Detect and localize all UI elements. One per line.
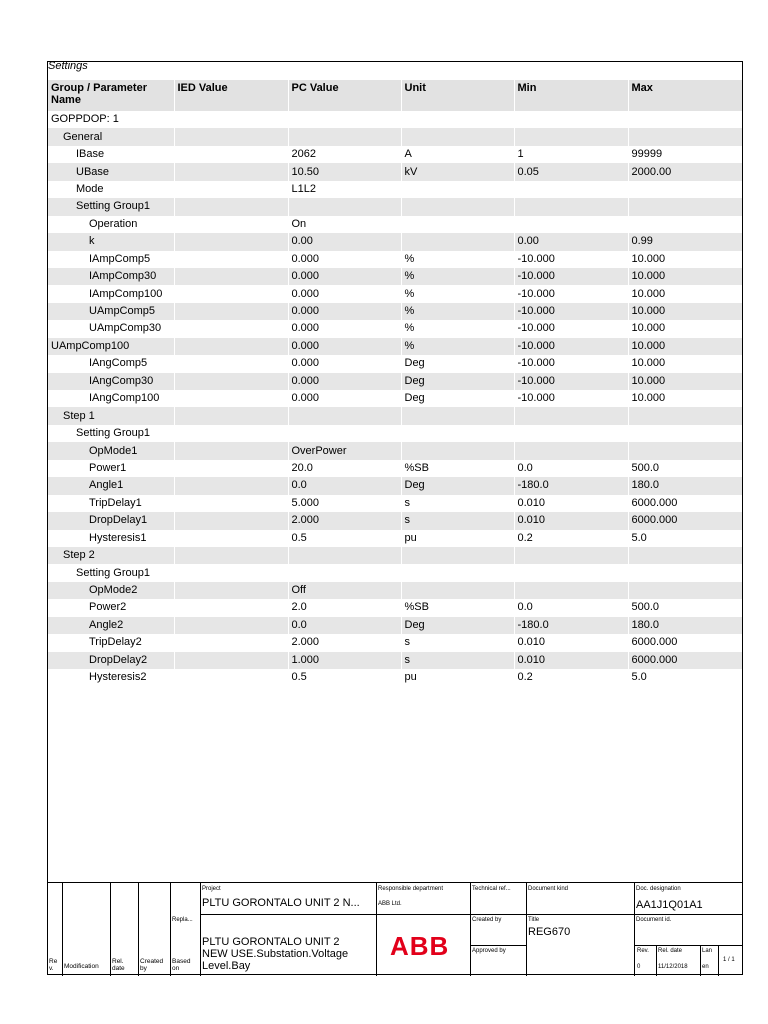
table-cell-pc: 0.000 bbox=[288, 320, 401, 337]
table-cell-parameter: OpMode1 bbox=[48, 442, 174, 459]
table-cell-min: 0.00 bbox=[514, 233, 628, 250]
table-cell-ied bbox=[174, 460, 288, 477]
document-id-label: Document id. bbox=[636, 917, 672, 923]
table-row bbox=[48, 320, 742, 337]
table-row bbox=[48, 477, 742, 494]
table-cell-ied bbox=[174, 268, 288, 285]
table-cell-parameter: UAmpComp100 bbox=[48, 338, 174, 355]
table-cell-parameter: TripDelay1 bbox=[89, 496, 142, 509]
table-cell-unit: % bbox=[401, 303, 514, 320]
table-cell-max: 180.0 bbox=[628, 617, 742, 634]
table-cell-parameter: UAmpComp5 bbox=[48, 303, 174, 320]
table-cell-ied bbox=[174, 373, 288, 390]
table-cell-unit: Deg bbox=[401, 477, 514, 494]
table-cell-unit bbox=[401, 407, 514, 424]
table-row bbox=[48, 338, 742, 355]
table-cell-min: 0.0 bbox=[514, 599, 628, 616]
table-cell-pc: 2062 bbox=[288, 146, 401, 163]
table-cell-parameter: Power2 bbox=[89, 601, 127, 614]
table-cell-pc: L1L2 bbox=[288, 181, 401, 198]
table-cell-pc bbox=[288, 111, 401, 128]
table-cell-unit bbox=[401, 128, 514, 145]
table-cell-ied bbox=[174, 442, 288, 459]
table-cell-ied bbox=[174, 547, 288, 564]
table-cell-ied bbox=[174, 338, 288, 355]
table-cell-parameter: IAngComp5 bbox=[89, 357, 148, 370]
table-cell-unit: Deg bbox=[401, 617, 514, 634]
table-cell-unit: % bbox=[401, 251, 514, 268]
table-cell-pc: OverPower bbox=[288, 442, 401, 459]
table-cell-parameter: OpMode2 bbox=[48, 582, 174, 599]
table-cell-parameter: IAmpComp30 bbox=[48, 268, 174, 285]
table-row bbox=[48, 442, 742, 459]
table-cell-parameter: IAmpComp100 bbox=[89, 287, 163, 300]
title-block bbox=[48, 882, 742, 975]
table-row bbox=[48, 181, 742, 198]
header-group-parameter: Group / Parameter Name bbox=[48, 80, 174, 111]
table-cell-parameter: Step 2 bbox=[48, 547, 174, 564]
table-cell-min: 0.2 bbox=[514, 530, 628, 547]
table-cell-parameter: GOPPDOP: 1 bbox=[51, 113, 119, 126]
table-cell-min bbox=[514, 547, 628, 564]
table-cell-ied bbox=[174, 233, 288, 250]
table-row bbox=[48, 407, 742, 424]
table-cell-min: 0.010 bbox=[514, 652, 628, 669]
abb-logo: ABB bbox=[390, 931, 450, 961]
doc-designation-value: AA1J1Q01A1 bbox=[636, 899, 703, 911]
table-cell-unit: % bbox=[401, 320, 514, 337]
table-cell-unit: %SB bbox=[401, 460, 514, 477]
table-cell-max: 6000.000 bbox=[628, 512, 742, 529]
table-cell-min bbox=[514, 111, 628, 128]
table-row bbox=[48, 251, 742, 268]
table-cell-unit: s bbox=[401, 652, 514, 669]
title-value: REG670 bbox=[528, 926, 571, 938]
table-cell-max bbox=[628, 582, 742, 599]
table-row bbox=[48, 111, 742, 128]
table-row bbox=[48, 216, 742, 233]
table-cell-ied bbox=[174, 251, 288, 268]
based-on-label: Based on bbox=[172, 958, 191, 972]
table-cell-unit bbox=[401, 181, 514, 198]
table-cell-parameter: Setting Group1 bbox=[48, 198, 174, 215]
table-cell-unit: s bbox=[401, 495, 514, 512]
table-cell-parameter: IAngComp100 bbox=[89, 392, 160, 405]
table-cell-min: 0.010 bbox=[514, 634, 628, 651]
table-row bbox=[48, 669, 742, 686]
table-cell-unit: kV bbox=[401, 163, 514, 180]
replaces-label: Repla... bbox=[172, 917, 193, 923]
header-pc-value: PC Value bbox=[288, 80, 401, 111]
table-cell-parameter: UBase bbox=[48, 163, 174, 180]
language-value: en bbox=[702, 964, 709, 970]
table-cell-max bbox=[628, 442, 742, 459]
table-cell-unit: %SB bbox=[401, 599, 514, 616]
table-cell-max: 10.000 bbox=[628, 320, 742, 337]
table-cell-max bbox=[628, 547, 742, 564]
table-cell-pc: 2.000 bbox=[288, 512, 401, 529]
table-cell-unit bbox=[401, 582, 514, 599]
description-line-3: Level.Bay bbox=[202, 960, 251, 972]
table-cell-pc: On bbox=[288, 216, 401, 233]
table-cell-pc: 0.000 bbox=[288, 285, 401, 302]
header-unit: Unit bbox=[401, 80, 514, 111]
description-line-2: NEW USE.Substation.Voltage bbox=[202, 948, 349, 960]
table-cell-ied bbox=[174, 355, 288, 372]
table-cell-min: 1 bbox=[514, 146, 628, 163]
table-cell-parameter: IAngComp30 bbox=[48, 373, 174, 390]
table-cell-min: -10.000 bbox=[514, 390, 628, 407]
settings-table-body bbox=[48, 111, 742, 686]
table-cell-pc: 0.000 bbox=[288, 251, 401, 268]
table-cell-unit: A bbox=[401, 146, 514, 163]
table-cell-ied bbox=[174, 163, 288, 180]
table-cell-ied bbox=[174, 181, 288, 198]
table-cell-max bbox=[628, 407, 742, 424]
table-cell-min: -10.000 bbox=[514, 303, 628, 320]
table-cell-max bbox=[628, 181, 742, 198]
table-cell-min bbox=[514, 564, 628, 581]
table-cell-unit: s bbox=[401, 634, 514, 651]
table-cell-min bbox=[514, 128, 628, 145]
created-by-label: Created by bbox=[472, 917, 502, 923]
table-cell-min bbox=[514, 198, 628, 215]
table-cell-pc: 2.000 bbox=[288, 634, 401, 651]
table-cell-max: 99999 bbox=[628, 146, 742, 163]
header-ied-value: IED Value bbox=[174, 80, 288, 111]
technical-ref-label: Technical ref... bbox=[472, 886, 511, 892]
language-label: Lan bbox=[702, 948, 713, 954]
table-cell-min: 0.05 bbox=[514, 163, 628, 180]
table-cell-pc bbox=[288, 407, 401, 424]
table-cell-unit: % bbox=[401, 338, 514, 355]
table-cell-ied bbox=[174, 216, 288, 233]
table-cell-pc bbox=[288, 198, 401, 215]
project-value: PLTU GORONTALO UNIT 2 N... bbox=[202, 897, 360, 909]
table-cell-min: 0.010 bbox=[514, 495, 628, 512]
table-cell-parameter: Power1 bbox=[89, 461, 127, 474]
header-min: Min bbox=[514, 80, 628, 111]
table-cell-min: -180.0 bbox=[514, 477, 628, 494]
table-cell-unit: pu bbox=[401, 530, 514, 547]
table-cell-ied bbox=[174, 128, 288, 145]
rev-label: Rev. bbox=[637, 948, 649, 954]
table-cell-unit bbox=[401, 198, 514, 215]
table-row bbox=[48, 547, 742, 564]
table-cell-min: -10.000 bbox=[514, 338, 628, 355]
table-row bbox=[48, 233, 742, 250]
table-cell-unit: Deg bbox=[401, 355, 514, 372]
table-cell-pc bbox=[288, 128, 401, 145]
table-cell-ied bbox=[174, 477, 288, 494]
table-cell-parameter: Mode bbox=[76, 182, 104, 195]
table-cell-unit bbox=[401, 425, 514, 442]
table-cell-pc: 0.00 bbox=[288, 233, 401, 250]
table-cell-ied bbox=[174, 303, 288, 320]
table-cell-ied bbox=[174, 407, 288, 424]
table-cell-pc: 0.000 bbox=[288, 268, 401, 285]
table-cell-max: 5.0 bbox=[628, 669, 742, 686]
table-cell-max: 6000.000 bbox=[628, 495, 742, 512]
table-cell-unit bbox=[401, 442, 514, 459]
table-row bbox=[48, 128, 742, 145]
table-cell-parameter: Angle2 bbox=[48, 617, 174, 634]
table-cell-parameter: Hysteresis1 bbox=[89, 531, 147, 544]
created-column-label: Created by bbox=[140, 958, 164, 972]
table-cell-max bbox=[628, 216, 742, 233]
table-cell-min: -10.000 bbox=[514, 251, 628, 268]
table-cell-max bbox=[628, 128, 742, 145]
table-cell-pc: 0.0 bbox=[288, 477, 401, 494]
table-row bbox=[48, 163, 742, 180]
table-cell-unit bbox=[401, 111, 514, 128]
table-header-row bbox=[48, 80, 742, 111]
rel-date-label: Rel. date bbox=[658, 948, 683, 954]
table-row bbox=[48, 530, 742, 547]
table-cell-parameter: DropDelay1 bbox=[48, 512, 174, 529]
table-cell-parameter: Setting Group1 bbox=[76, 427, 150, 440]
table-cell-ied bbox=[174, 582, 288, 599]
table-cell-ied bbox=[174, 617, 288, 634]
table-row bbox=[48, 564, 742, 581]
table-cell-pc: 0.000 bbox=[288, 373, 401, 390]
table-row bbox=[48, 617, 742, 634]
table-cell-pc: 2.0 bbox=[288, 599, 401, 616]
table-row bbox=[48, 460, 742, 477]
table-cell-pc: 5.000 bbox=[288, 495, 401, 512]
table-cell-min: 0.010 bbox=[514, 512, 628, 529]
table-cell-max bbox=[628, 425, 742, 442]
table-cell-unit: % bbox=[401, 285, 514, 302]
table-cell-max: 10.000 bbox=[628, 338, 742, 355]
table-row bbox=[48, 634, 742, 651]
table-row bbox=[48, 599, 742, 616]
rel-date-column-label: Rel. date bbox=[112, 958, 125, 972]
table-cell-unit bbox=[401, 564, 514, 581]
table-cell-pc: 0.000 bbox=[288, 355, 401, 372]
table-cell-parameter: Hysteresis2 bbox=[89, 671, 147, 684]
table-cell-parameter: UAmpComp30 bbox=[89, 322, 162, 335]
table-cell-min: 0.0 bbox=[514, 460, 628, 477]
table-row bbox=[48, 303, 742, 320]
table-row bbox=[48, 495, 742, 512]
modification-label: Modification bbox=[64, 963, 99, 970]
table-cell-max: 6000.000 bbox=[628, 634, 742, 651]
table-cell-max: 500.0 bbox=[628, 460, 742, 477]
table-cell-max: 10.000 bbox=[628, 303, 742, 320]
header-max: Max bbox=[628, 80, 742, 111]
table-cell-pc: 0.000 bbox=[288, 338, 401, 355]
table-cell-pc: 1.000 bbox=[288, 652, 401, 669]
table-cell-ied bbox=[174, 146, 288, 163]
table-cell-ied bbox=[174, 530, 288, 547]
title-label: Title bbox=[528, 917, 540, 923]
table-cell-max bbox=[628, 564, 742, 581]
table-row bbox=[48, 355, 742, 372]
table-cell-unit: Deg bbox=[401, 390, 514, 407]
table-row bbox=[48, 390, 742, 407]
sheet-value: 1 / 1 bbox=[723, 957, 735, 963]
table-cell-max: 2000.00 bbox=[628, 163, 742, 180]
table-cell-ied bbox=[174, 390, 288, 407]
table-cell-max: 0.99 bbox=[628, 233, 742, 250]
table-cell-ied bbox=[174, 111, 288, 128]
table-cell-min: -10.000 bbox=[514, 373, 628, 390]
table-cell-ied bbox=[174, 512, 288, 529]
section-title: Settings bbox=[48, 60, 88, 72]
table-cell-parameter: General bbox=[48, 128, 174, 145]
table-cell-pc: 0.5 bbox=[288, 669, 401, 686]
table-cell-ied bbox=[174, 669, 288, 686]
table-cell-ied bbox=[174, 564, 288, 581]
description-line-1: PLTU GORONTALO UNIT 2 bbox=[202, 936, 340, 948]
table-cell-ied bbox=[174, 285, 288, 302]
table-cell-pc: 0.5 bbox=[288, 530, 401, 547]
table-cell-unit: Deg bbox=[401, 373, 514, 390]
table-cell-max: 500.0 bbox=[628, 599, 742, 616]
table-cell-ied bbox=[174, 634, 288, 651]
table-row bbox=[48, 652, 742, 669]
table-cell-unit: s bbox=[401, 512, 514, 529]
table-cell-unit: pu bbox=[401, 669, 514, 686]
table-cell-min: 0.2 bbox=[514, 669, 628, 686]
responsible-department-value: ABB Ltd. bbox=[378, 901, 402, 907]
table-cell-unit bbox=[401, 547, 514, 564]
table-row bbox=[48, 425, 742, 442]
table-cell-max: 10.000 bbox=[628, 373, 742, 390]
table-row bbox=[48, 146, 742, 163]
approved-by-label: Approved by bbox=[472, 948, 506, 954]
table-cell-ied bbox=[174, 425, 288, 442]
table-cell-max: 6000.000 bbox=[628, 652, 742, 669]
table-cell-min: -10.000 bbox=[514, 355, 628, 372]
table-cell-ied bbox=[174, 652, 288, 669]
table-cell-max: 5.0 bbox=[628, 530, 742, 547]
rel-date-value: 11/12/2018 bbox=[658, 964, 688, 970]
rev-column-label: Re v. bbox=[49, 958, 58, 972]
responsible-department-label: Responsible department bbox=[378, 886, 444, 892]
table-row bbox=[48, 198, 742, 215]
table-cell-max bbox=[628, 198, 742, 215]
table-cell-ied bbox=[174, 198, 288, 215]
project-label: Project bbox=[202, 886, 221, 892]
table-cell-min bbox=[514, 407, 628, 424]
table-cell-parameter: Operation bbox=[89, 217, 138, 230]
settings-table bbox=[48, 80, 742, 686]
table-cell-parameter: DropDelay2 bbox=[48, 652, 174, 669]
table-cell-parameter: TripDelay2 bbox=[89, 636, 142, 649]
table-cell-parameter: Setting Group1 bbox=[76, 566, 150, 579]
document-kind-label: Document kind bbox=[528, 886, 569, 892]
table-cell-min bbox=[514, 425, 628, 442]
table-cell-pc bbox=[288, 564, 401, 581]
table-cell-pc bbox=[288, 547, 401, 564]
table-cell-min: -10.000 bbox=[514, 268, 628, 285]
table-cell-unit bbox=[401, 216, 514, 233]
table-row bbox=[48, 582, 742, 599]
table-cell-parameter: IAmpComp5 bbox=[89, 252, 151, 265]
table-cell-parameter: k bbox=[48, 233, 174, 250]
table-cell-min: -180.0 bbox=[514, 617, 628, 634]
table-cell-max: 10.000 bbox=[628, 285, 742, 302]
table-cell-pc: 0.000 bbox=[288, 303, 401, 320]
table-cell-max bbox=[628, 111, 742, 128]
table-cell-ied bbox=[174, 599, 288, 616]
table-cell-pc: 10.50 bbox=[288, 163, 401, 180]
table-cell-ied bbox=[174, 495, 288, 512]
table-cell-unit bbox=[401, 233, 514, 250]
table-row bbox=[48, 512, 742, 529]
table-cell-pc: Off bbox=[288, 582, 401, 599]
doc-designation-label: Doc. designation bbox=[636, 886, 681, 892]
table-cell-parameter: Angle1 bbox=[48, 477, 174, 494]
table-cell-pc: 0.0 bbox=[288, 617, 401, 634]
table-cell-max: 10.000 bbox=[628, 268, 742, 285]
table-cell-parameter: Step 1 bbox=[48, 407, 174, 424]
table-row bbox=[48, 373, 742, 390]
table-cell-min bbox=[514, 582, 628, 599]
table-cell-unit: % bbox=[401, 268, 514, 285]
table-cell-parameter: IBase bbox=[76, 148, 105, 161]
table-cell-max: 10.000 bbox=[628, 390, 742, 407]
table-cell-pc bbox=[288, 425, 401, 442]
table-cell-min: -10.000 bbox=[514, 285, 628, 302]
table-cell-min bbox=[514, 442, 628, 459]
table-cell-pc: 0.000 bbox=[288, 390, 401, 407]
table-cell-min bbox=[514, 181, 628, 198]
table-cell-min: -10.000 bbox=[514, 320, 628, 337]
table-row bbox=[48, 268, 742, 285]
table-cell-pc: 20.0 bbox=[288, 460, 401, 477]
table-cell-min bbox=[514, 216, 628, 233]
table-cell-max: 180.0 bbox=[628, 477, 742, 494]
table-cell-max: 10.000 bbox=[628, 251, 742, 268]
rev-value: 0 bbox=[637, 964, 641, 970]
table-cell-max: 10.000 bbox=[628, 355, 742, 372]
table-cell-ied bbox=[174, 320, 288, 337]
table-row bbox=[48, 285, 742, 302]
